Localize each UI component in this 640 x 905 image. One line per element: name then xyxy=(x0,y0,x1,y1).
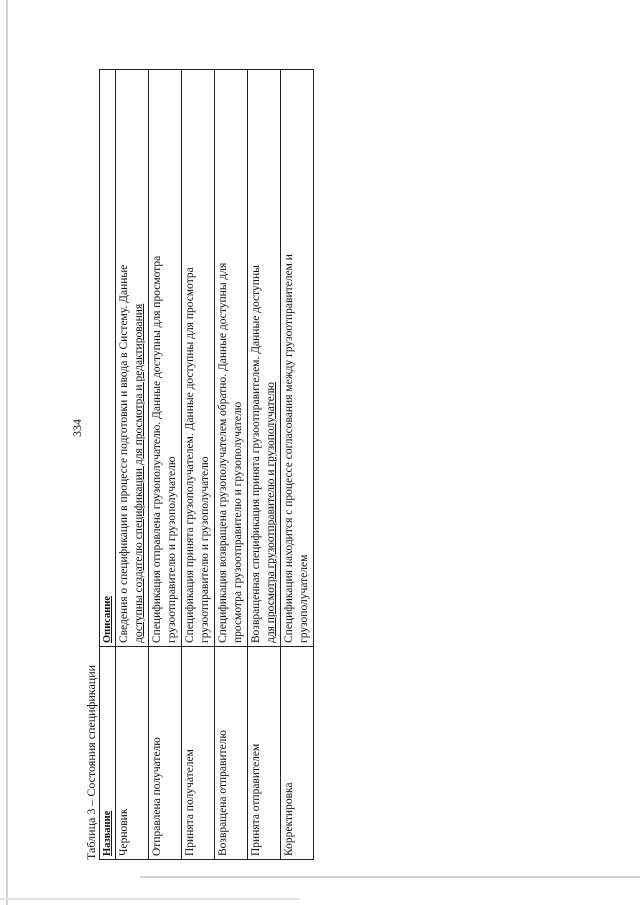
state-name: Черновик xyxy=(116,647,149,860)
table-row xyxy=(149,70,182,860)
page-number: 334 xyxy=(70,419,84,437)
state-description xyxy=(182,70,215,647)
state-description xyxy=(149,70,182,647)
description-line: Спецификация возвращена грузополучателем обратно. Данные доступны для xyxy=(217,262,229,643)
description-line: грузоотправителю и грузополучателю xyxy=(166,456,178,643)
header-name: Название xyxy=(100,647,116,860)
state-name: Принята получателем xyxy=(182,647,215,860)
page-edge-bottom xyxy=(140,876,640,878)
state-description xyxy=(116,70,149,647)
page-edge-bottom-secondary xyxy=(0,898,300,900)
table-header-row xyxy=(100,70,116,860)
table-row xyxy=(215,70,248,860)
page-edge-left xyxy=(6,0,8,905)
state-description xyxy=(248,70,281,647)
table-row xyxy=(116,70,149,860)
description-line: грузополучателем xyxy=(298,554,310,643)
description-line: Спецификация находится с процессе согласования между грузоотправителем и xyxy=(283,254,295,643)
state-description xyxy=(281,70,314,647)
table-row xyxy=(248,70,281,860)
description-line: доступны создателю спецификации для просмотра и редактирования xyxy=(133,303,145,643)
description-line: просмотра грузоотправителю и грузополучателю xyxy=(232,401,244,643)
state-name: Отправлена получателю xyxy=(149,647,182,860)
specification-states-table xyxy=(99,69,314,860)
table-row xyxy=(281,70,314,860)
table-caption: Таблица 3 – Состояния спецификации xyxy=(84,664,98,860)
description-line: Спецификация отправлена грузополучателю. Данные доступны для просмотра xyxy=(151,255,163,643)
state-description xyxy=(215,70,248,647)
description-line: грузоотправителю и грузополучателю xyxy=(199,456,211,643)
state-name: Возвращена отправителю xyxy=(215,647,248,860)
description-line: Сведения о спецификации в процессе подготовки и ввода в Систему. Данные xyxy=(118,264,130,643)
description-line: Возвращенная спецификация принята грузоотправителем. Данные доступны xyxy=(250,265,262,643)
table-row xyxy=(182,70,215,860)
header-description: Описание xyxy=(100,70,116,647)
description-line: Спецификация принята грузополучателем. Данные доступны для просмотра xyxy=(184,267,196,643)
state-name: Принята отправителем xyxy=(248,647,281,860)
description-line: для просмотра грузоотправителю и грузополучателю xyxy=(265,381,277,643)
rotated-page-content xyxy=(70,60,330,860)
state-name: Корректировка xyxy=(281,647,314,860)
